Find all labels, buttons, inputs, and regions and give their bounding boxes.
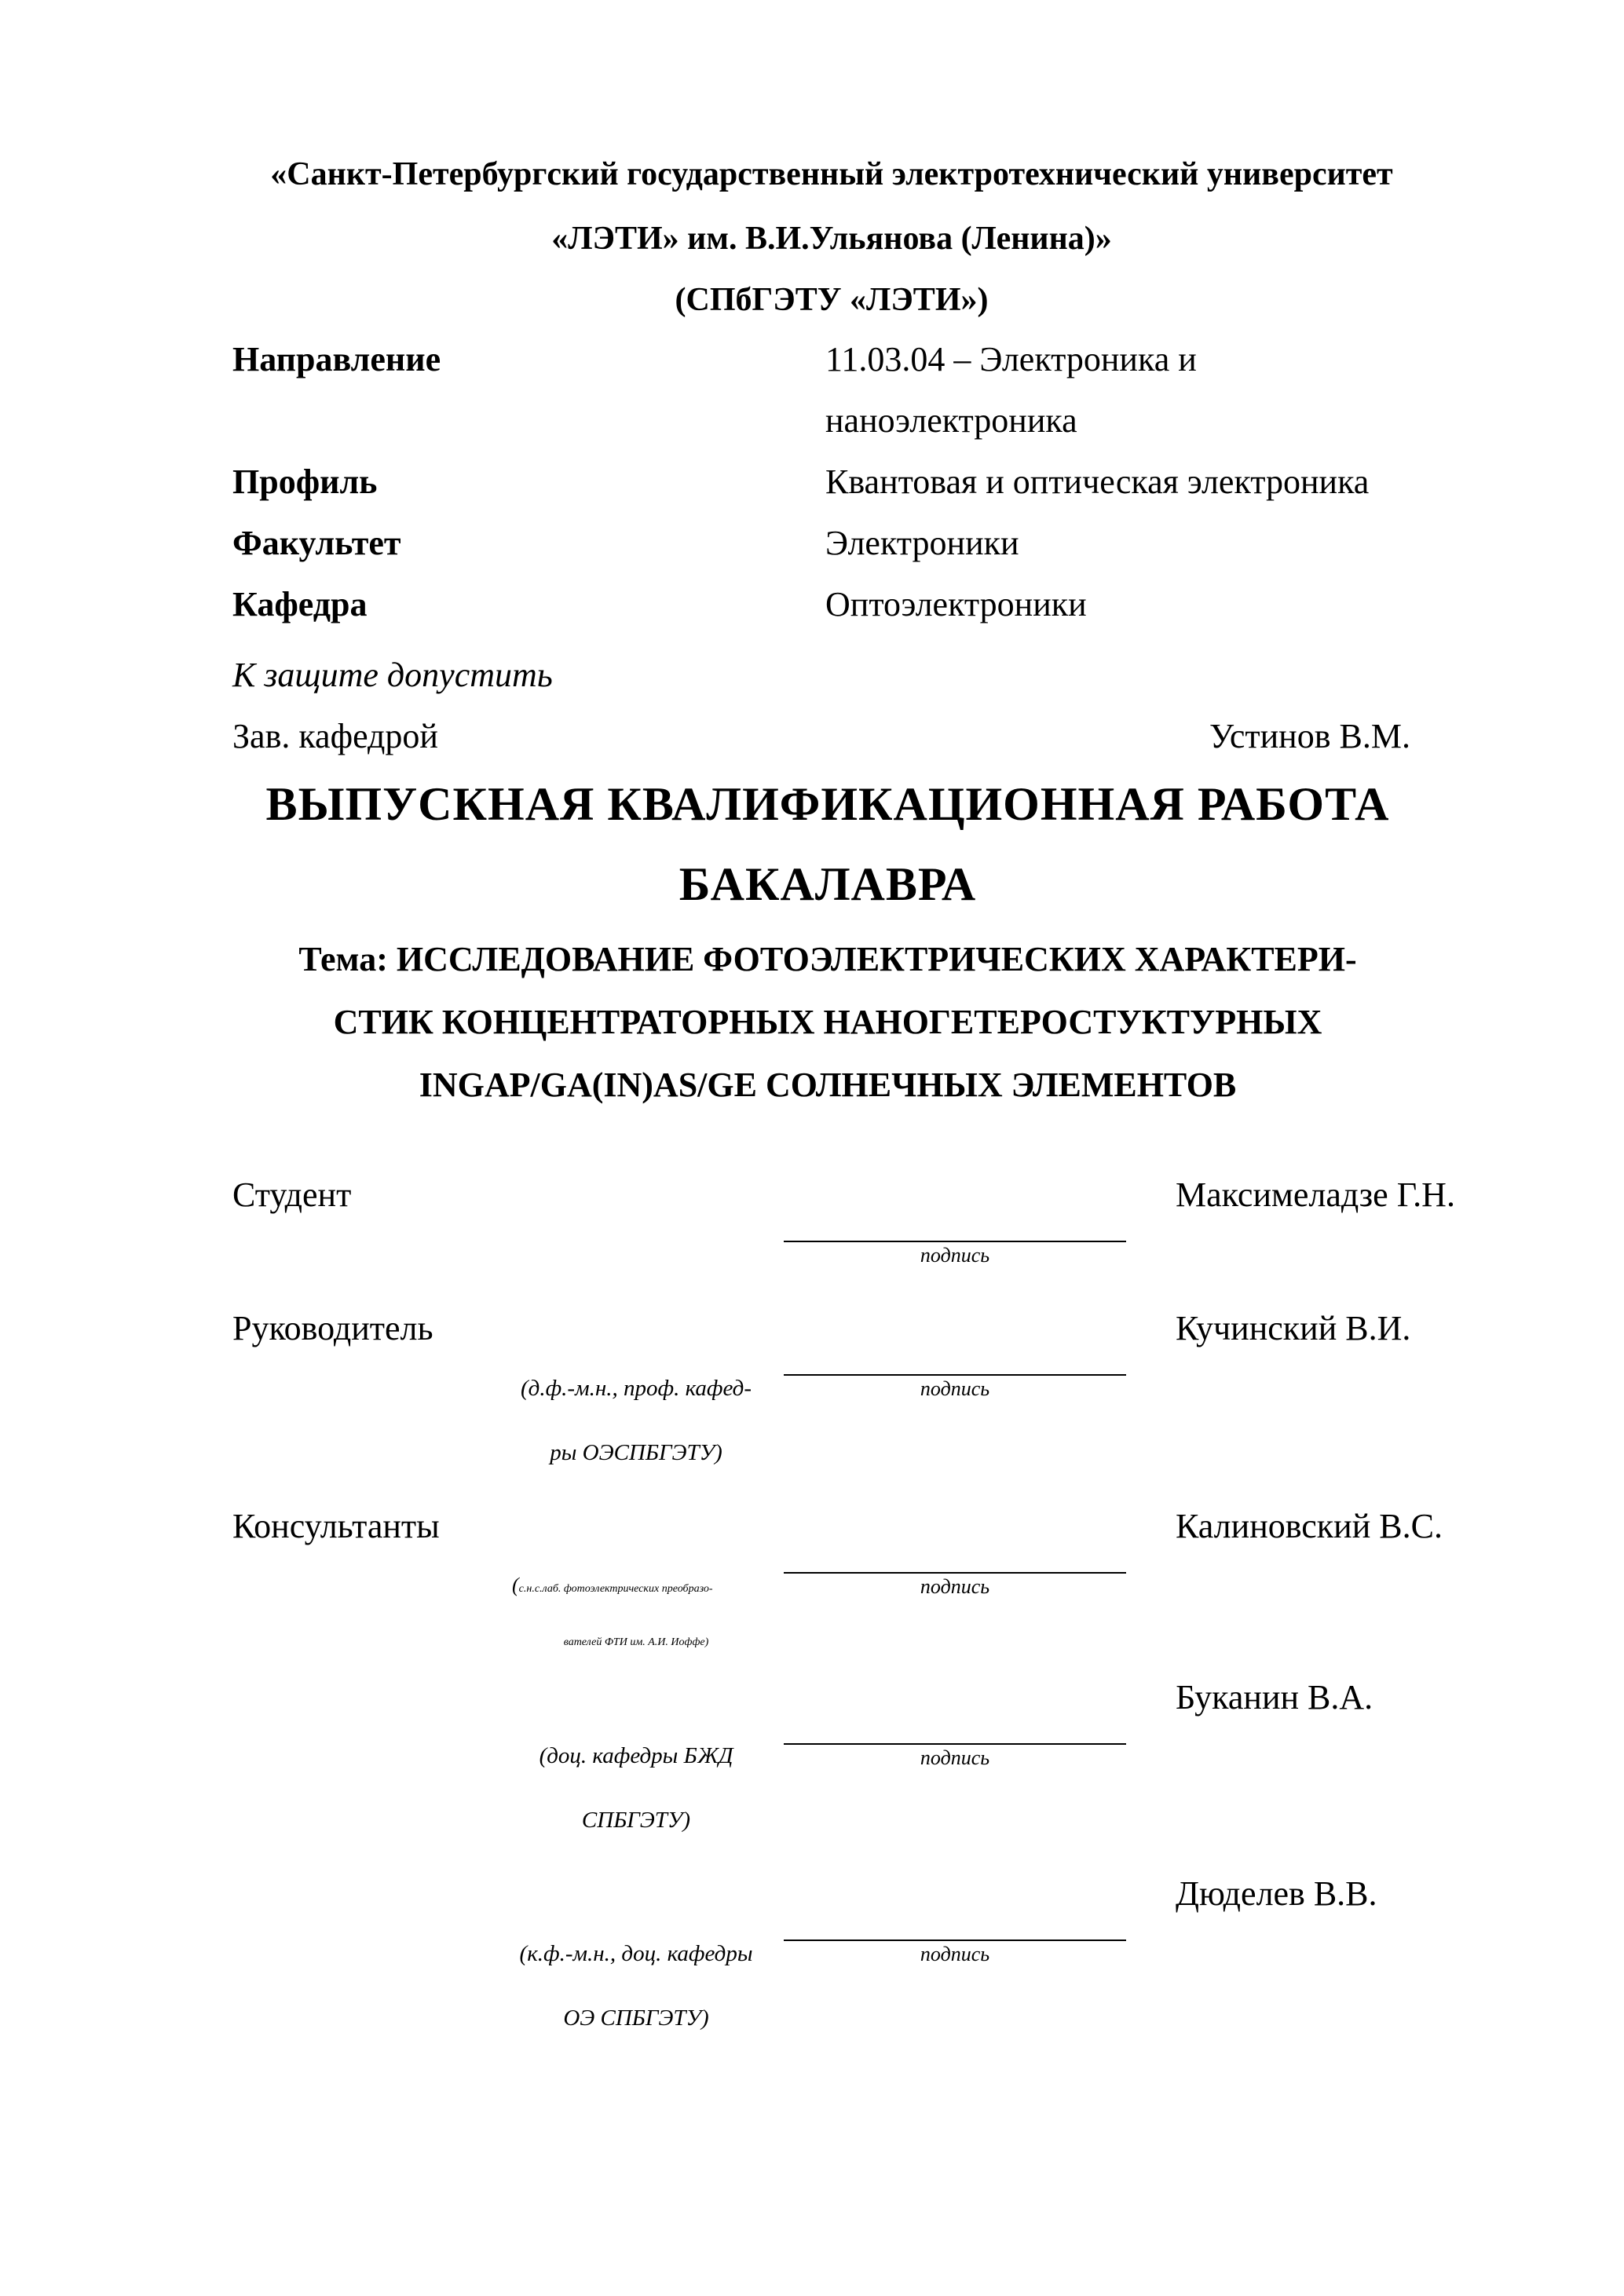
consultant-3-name: Дюделев В.В. bbox=[1176, 1874, 1377, 1913]
department-value: Оптоэлектроники bbox=[825, 585, 1087, 623]
university-abbreviation: (СПбГЭТУ «ЛЭТИ») bbox=[675, 282, 989, 318]
consultant-2-signature-caption: подпись bbox=[920, 1746, 990, 1769]
profile-value: Квантовая и оптическая электроника bbox=[825, 462, 1370, 501]
consultant-3-signature-line bbox=[784, 1940, 1126, 1941]
direction-value-line-1: 11.03.04 – Электроника и bbox=[825, 340, 1197, 378]
university-name-line-2: «ЛЭТИ» им. В.И.Ульянова (Ленина)» bbox=[551, 221, 1112, 257]
supervisor-signature-line bbox=[784, 1374, 1126, 1376]
document-title-line-1: ВЫПУСКНАЯ КВАЛИФИКАЦИОННАЯ РАБОТА bbox=[265, 778, 1390, 830]
student-role: Студент bbox=[232, 1175, 352, 1214]
consultant-2-signature-line bbox=[784, 1743, 1126, 1745]
consultants-role: Консультанты bbox=[232, 1507, 440, 1545]
topic-line-1: Тема: ИССЛЕДОВАНИЕ ФОТОЭЛЕКТРИЧЕСКИХ ХАРАКТЕРИ- bbox=[298, 940, 1357, 978]
consultant-1-note-text: с.н.с.лаб. фотоэлектрических преобразо- bbox=[518, 1583, 713, 1595]
direction-value-line-2: наноэлектроника bbox=[825, 401, 1077, 440]
topic-line-2: СТИК КОНЦЕНТРАТОРНЫХ НАНОГЕТЕРОСТУКТУРНЫХ bbox=[333, 1003, 1322, 1041]
consultant-2-note-line-1: (доц. кафедры БЖД bbox=[539, 1743, 733, 1768]
supervisor-note-line-1: (д.ф.-м.н., проф. кафед- bbox=[521, 1376, 752, 1401]
consultant-1-signature-caption: подпись bbox=[920, 1575, 990, 1598]
consultant-1-signature-line bbox=[784, 1572, 1126, 1574]
consultant-1-note-line-2: вателей ФТИ им. А.И. Иоффе) bbox=[563, 1636, 709, 1648]
supervisor-signature-caption: подпись bbox=[920, 1377, 990, 1400]
topic-line-3: INGAP/GA(IN)AS/GE СОЛНЕЧНЫХ ЭЛЕМЕНТОВ bbox=[419, 1066, 1237, 1104]
consultant-1-note-paren: ( bbox=[512, 1574, 519, 1596]
supervisor-role: Руководитель bbox=[232, 1309, 433, 1347]
head-of-department-label: Зав. кафедрой bbox=[232, 717, 438, 755]
student-name: Максимеладзе Г.Н. bbox=[1176, 1175, 1455, 1214]
consultant-1-note-line-1 bbox=[512, 1574, 713, 1597]
consultant-2-name: Буканин В.А. bbox=[1176, 1678, 1373, 1717]
university-name-line-1: «Санкт-Петербургский государственный электротехнический университет bbox=[270, 156, 1393, 192]
consultant-1-name: Калиновский В.С. bbox=[1176, 1507, 1443, 1545]
faculty-value: Электроники bbox=[825, 524, 1019, 562]
supervisor-note-line-2: ры ОЭСПБГЭТУ) bbox=[550, 1440, 722, 1465]
direction-label: Направление bbox=[232, 340, 441, 378]
profile-label: Профиль bbox=[232, 462, 378, 501]
head-of-department-name: Устинов В.М. bbox=[1209, 717, 1410, 755]
document-title-line-2: БАКАЛАВРА bbox=[678, 858, 977, 910]
supervisor-name: Кучинский В.И. bbox=[1176, 1309, 1411, 1347]
student-signature-caption: подпись bbox=[920, 1244, 990, 1267]
consultant-3-signature-caption: подпись bbox=[920, 1943, 990, 1965]
consultant-3-note-line-2: ОЭ СПБГЭТУ) bbox=[563, 2005, 709, 2031]
student-signature-line bbox=[784, 1241, 1126, 1242]
department-label: Кафедра bbox=[232, 585, 368, 623]
consultant-2-note-line-2: СПБГЭТУ) bbox=[581, 1808, 691, 1833]
admit-to-defense: К защите допустить bbox=[232, 656, 553, 694]
faculty-label: Факультет bbox=[232, 524, 401, 562]
consultant-3-note-line-1: (к.ф.-м.н., доц. кафедры bbox=[519, 1941, 753, 1966]
